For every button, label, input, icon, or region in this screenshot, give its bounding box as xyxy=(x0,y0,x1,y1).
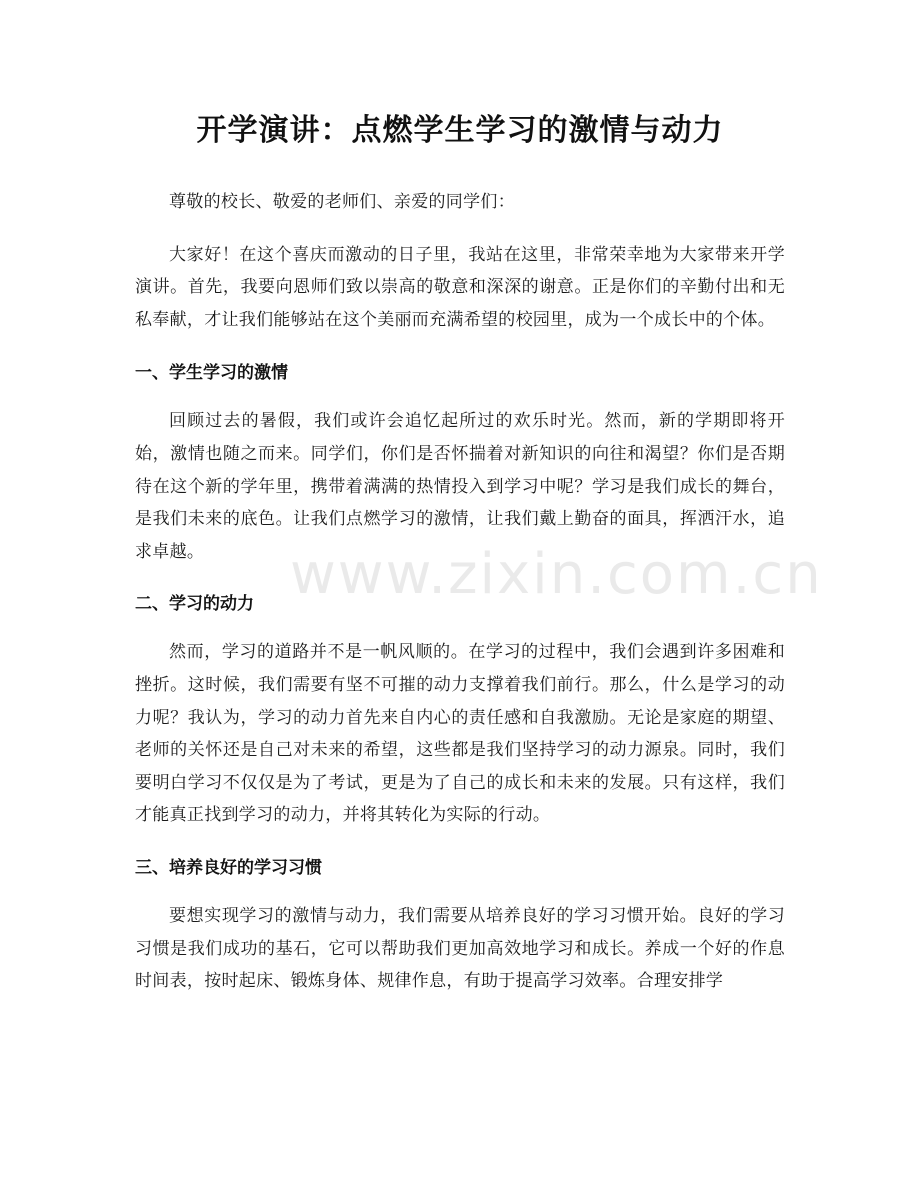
document-title: 开学演讲：点燃学生学习的激情与动力 xyxy=(196,113,724,148)
section-heading-motivation: 二、学习的动力 xyxy=(135,594,254,615)
document-body xyxy=(135,108,823,998)
section-paragraph-habits: 要想实现学习的激情与动力，我们需要从培养良好的学习习惯开始。良好的学习习惯是我们成功的基石，它可以帮助我们更加高效地学习和成长。养成一个好的作息时间表，按时起床、锻炼身体、规律作息，有助于提高学习效率。合理安排学 xyxy=(135,905,785,992)
section-heading-passion: 一、学生学习的激情 xyxy=(135,363,288,384)
intro-paragraph: 大家好！在这个喜庆而激动的日子里，我站在这里，非常荣幸地为大家带来开学演讲。首先，我要向恩师们致以崇高的敬意和深深的谢意。正是你们的辛勤付出和无私奉献，才让我们能够站在这个美丽而充满希望的校园里，成为一个成长中的个体。 xyxy=(135,244,785,330)
salutation: 尊敬的校长、敬爱的老师们、亲爱的同学们： xyxy=(169,192,515,212)
section-heading-habits: 三、培养良好的学习习惯 xyxy=(135,857,322,878)
section-paragraph-motivation: 然而，学习的道路并不是一帆风顺的。在学习的过程中，我们会遇到许多困难和挫折。这时候，我们需要有坚不可摧的动力支撑着我们前行。那么，什么是学习的动力呢？我认为，学习的动力首先来自内心的责任感和自我激励。无论是家庭的期望、老师的关怀还是自己对未来的希望，这些都是我们坚持学习的动力源泉。同时，我们要明白学习不仅仅是为了考试，更是为了自己的成长和未来的发展。只有这样，我们才能真正找到学习的动力，并将其转化为实际的行动。 xyxy=(135,642,785,826)
section-paragraph-passion: 回顾过去的暑假，我们或许会追忆起所过的欢乐时光。然而，新的学期即将开始，激情也随之而来。同学们，你们是否怀揣着对新知识的向往和渴望？你们是否期待在这个新的学年里，携带着满满的热情投入到学习中呢？学习是我们成长的舞台，是我们未来的底色。让我们点燃学习的激情，让我们戴上勤奋的面具，挥洒汗水，追求卓越。 xyxy=(135,411,785,562)
site-watermark: www.zixin.com.cn xyxy=(290,542,823,607)
